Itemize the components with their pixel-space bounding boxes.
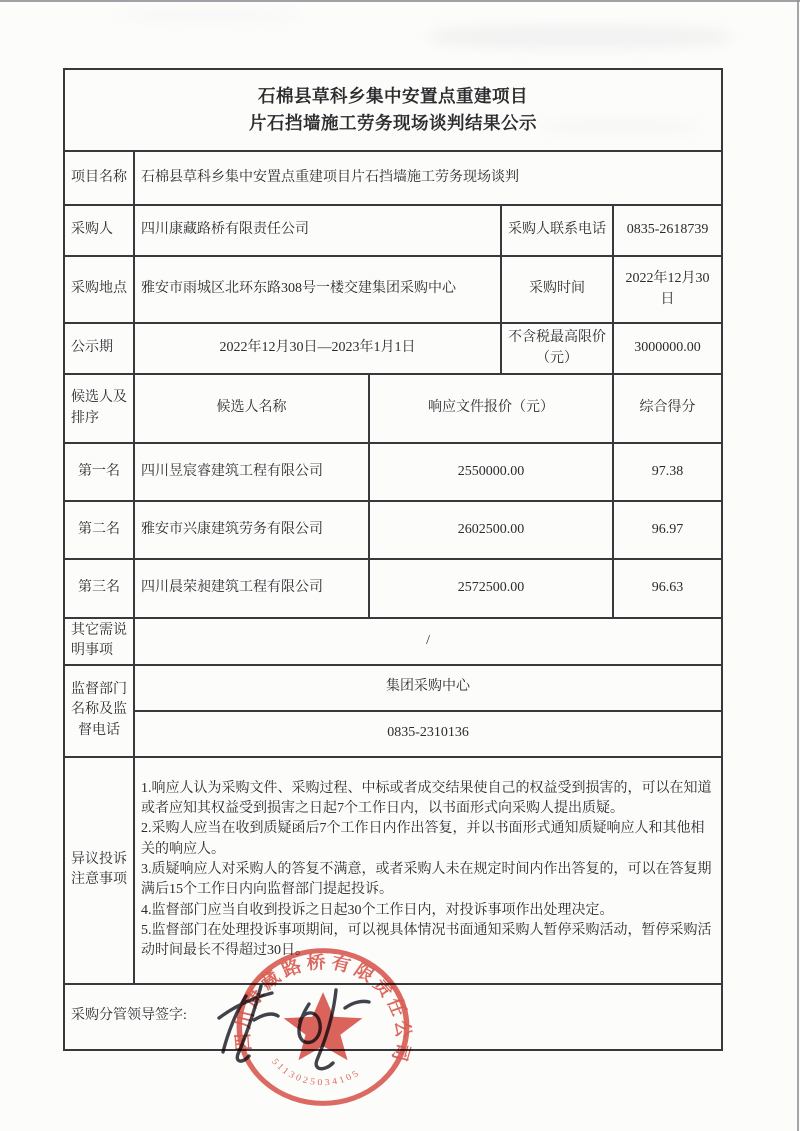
supervision-dept-value: 集团采购中心 [134, 665, 722, 711]
candidates-name-header: 候选人名称 [134, 374, 369, 443]
candidate-name: 四川昱宸睿建筑工程有限公司 [134, 443, 369, 501]
complaint-item-5: 5.监督部门在处理投诉事项期间，可以视具体情况书面通知采购人暂停采购活动，暂停采购活动时间最长不得超过30日。 [141, 922, 712, 959]
complaint-item-1: 1.响应人认为采购文件、采购过程、中标或者成交结果使自己的权益受到损害的，可以在知道或者应知其权益受到损害之日起7个工作日内，以书面形式向采购人提出质疑。 [141, 780, 712, 817]
supervision-phone-value: 0835-2310136 [134, 711, 722, 757]
candidate-name: 雅安市兴康建筑劳务有限公司 [134, 501, 369, 559]
seal-company-text: 四川康藏路桥有限责任公司 [232, 952, 414, 1067]
seal-number-text: 5113025034105 [268, 1056, 363, 1089]
time-value: 2022年12月30日 [613, 256, 722, 323]
table-row [64, 501, 722, 559]
candidate-price: 2550000.00 [369, 443, 613, 501]
notice-table [63, 68, 723, 1051]
publicity-period-value: 2022年12月30日—2023年1月1日 [134, 323, 501, 374]
purchaser-phone-label: 采购人联系电话 [501, 205, 613, 256]
complaint-label: 异议投诉注意事项 [64, 757, 134, 984]
scan-smudge [120, 10, 300, 20]
scan-edge-right [797, 0, 799, 1131]
candidate-name: 四川晨荣昶建筑工程有限公司 [134, 559, 369, 618]
scan-edge-top [0, 0, 800, 2]
table-row [64, 559, 722, 618]
candidate-score: 96.97 [613, 501, 722, 559]
complaint-item-3: 3.质疑响应人对采购人的答复不满意，或者采购人未在规定时间内作出答复的，可以在答复期满后15个工作日内向监督部门提起投诉。 [141, 861, 712, 898]
complaint-notes [134, 757, 722, 984]
candidates-score-header: 综合得分 [613, 374, 722, 443]
candidates-rank-label: 候选人及排序 [64, 374, 134, 443]
max-price-label: 不含税最高限价（元） [501, 323, 613, 374]
project-name-label: 项目名称 [64, 151, 134, 205]
purchaser-label: 采购人 [64, 205, 134, 256]
candidates-price-header: 响应文件报价（元） [369, 374, 613, 443]
purchaser-value: 四川康藏路桥有限责任公司 [134, 205, 501, 256]
candidate-score: 96.63 [613, 559, 722, 618]
candidate-score: 97.38 [613, 443, 722, 501]
candidate-price: 2602500.00 [369, 501, 613, 559]
title-line-1: 石棉县草科乡集中安置点重建项目 [258, 86, 529, 106]
candidate-rank: 第一名 [64, 443, 134, 501]
document-title [64, 69, 722, 151]
title-line-2: 片石挡墙施工劳务现场谈判结果公示 [249, 113, 538, 133]
scan-smudge [430, 26, 730, 48]
candidate-rank: 第二名 [64, 501, 134, 559]
other-notes-value: / [134, 618, 722, 665]
signature-label: 采购分管领导签字: [71, 1008, 187, 1024]
publicity-period-label: 公示期 [64, 323, 134, 374]
signature-handwriting [206, 976, 401, 1074]
location-value: 雅安市雨城区北环东路308号一楼交建集团采购中心 [134, 256, 501, 323]
project-name-value: 石棉县草科乡集中安置点重建项目片石挡墙施工劳务现场谈判 [134, 151, 722, 205]
other-notes-label: 其它需说明事项 [64, 618, 134, 665]
complaint-item-2: 2.采购人应当在收到质疑函后7个工作日内作出答复，并以书面形式通知质疑响应人和其他相关的响应人。 [141, 821, 705, 857]
table-row [64, 443, 722, 501]
candidate-price: 2572500.00 [369, 559, 613, 618]
candidate-rank: 第三名 [64, 559, 134, 618]
max-price-value: 3000000.00 [613, 323, 722, 374]
purchaser-phone-value: 0835-2618739 [613, 205, 722, 256]
time-label: 采购时间 [501, 256, 613, 323]
complaint-item-4: 4.监督部门应当自收到投诉之日起30个工作日内，对投诉事项作出处理决定。 [141, 902, 614, 918]
location-label: 采购地点 [64, 256, 134, 323]
supervision-label: 监督部门名称及监督电话 [64, 665, 134, 757]
